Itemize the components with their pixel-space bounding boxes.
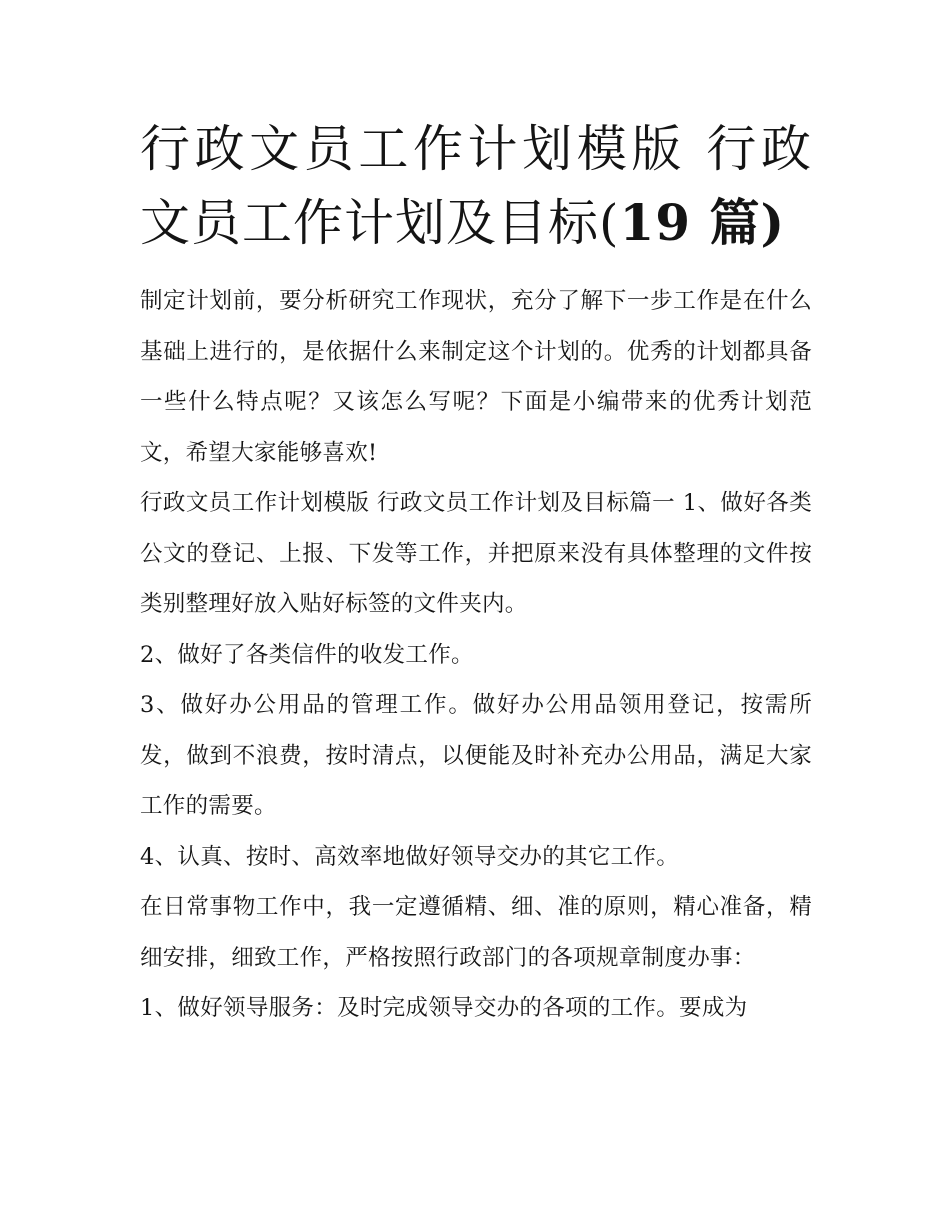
title-text-part2: 篇) [691, 193, 786, 252]
paragraph-item-3: 3、做好办公用品的管理工作。做好办公用品领用登记，按需所发，做到不浪费，按时清点，以便能及时补充办公用品，满足大家工作的需要。 [140, 692, 812, 819]
paragraph-intro: 制定计划前，要分析研究工作现状，充分了解下一步工作是在什么基础上进行的，是依据什么来制定这个计划的。优秀的计划都具备一些什么特点呢？又该怎么写呢？下面是小编带来的优秀计划范文，希望大家能够喜欢! [140, 288, 812, 466]
paragraph-daily-work: 在日常事物工作中，我一定遵循精、细、准的原则，精心准备，精细安排，细致工作，严格按照行政部门的各项规章制度办事： [140, 894, 812, 971]
paragraph-item-2: 2、做好了各类信件的收发工作。 [140, 641, 474, 668]
document-body [140, 112, 812, 1034]
paragraph-leader-service: 1、做好领导服务：及时完成领导交办的各项的工作。要成为 [140, 995, 748, 1021]
title-number: 19 [619, 193, 692, 252]
paragraph-item-4: 4、认真、按时、高效率地做好领导交办的其它工作。 [140, 843, 680, 870]
paragraph-section-one: 行政文员工作计划模版 行政文员工作计划及目标篇一 1、做好各类公文的登记、上报、下发等工作，并把原来没有具体整理的文件按类别整理好放入贴好标签的文件夹内。 [140, 490, 812, 617]
document-title [140, 112, 812, 260]
title-text-part1: 行政文员工作计划模版 行政文员工作计划及目标( [140, 120, 812, 252]
